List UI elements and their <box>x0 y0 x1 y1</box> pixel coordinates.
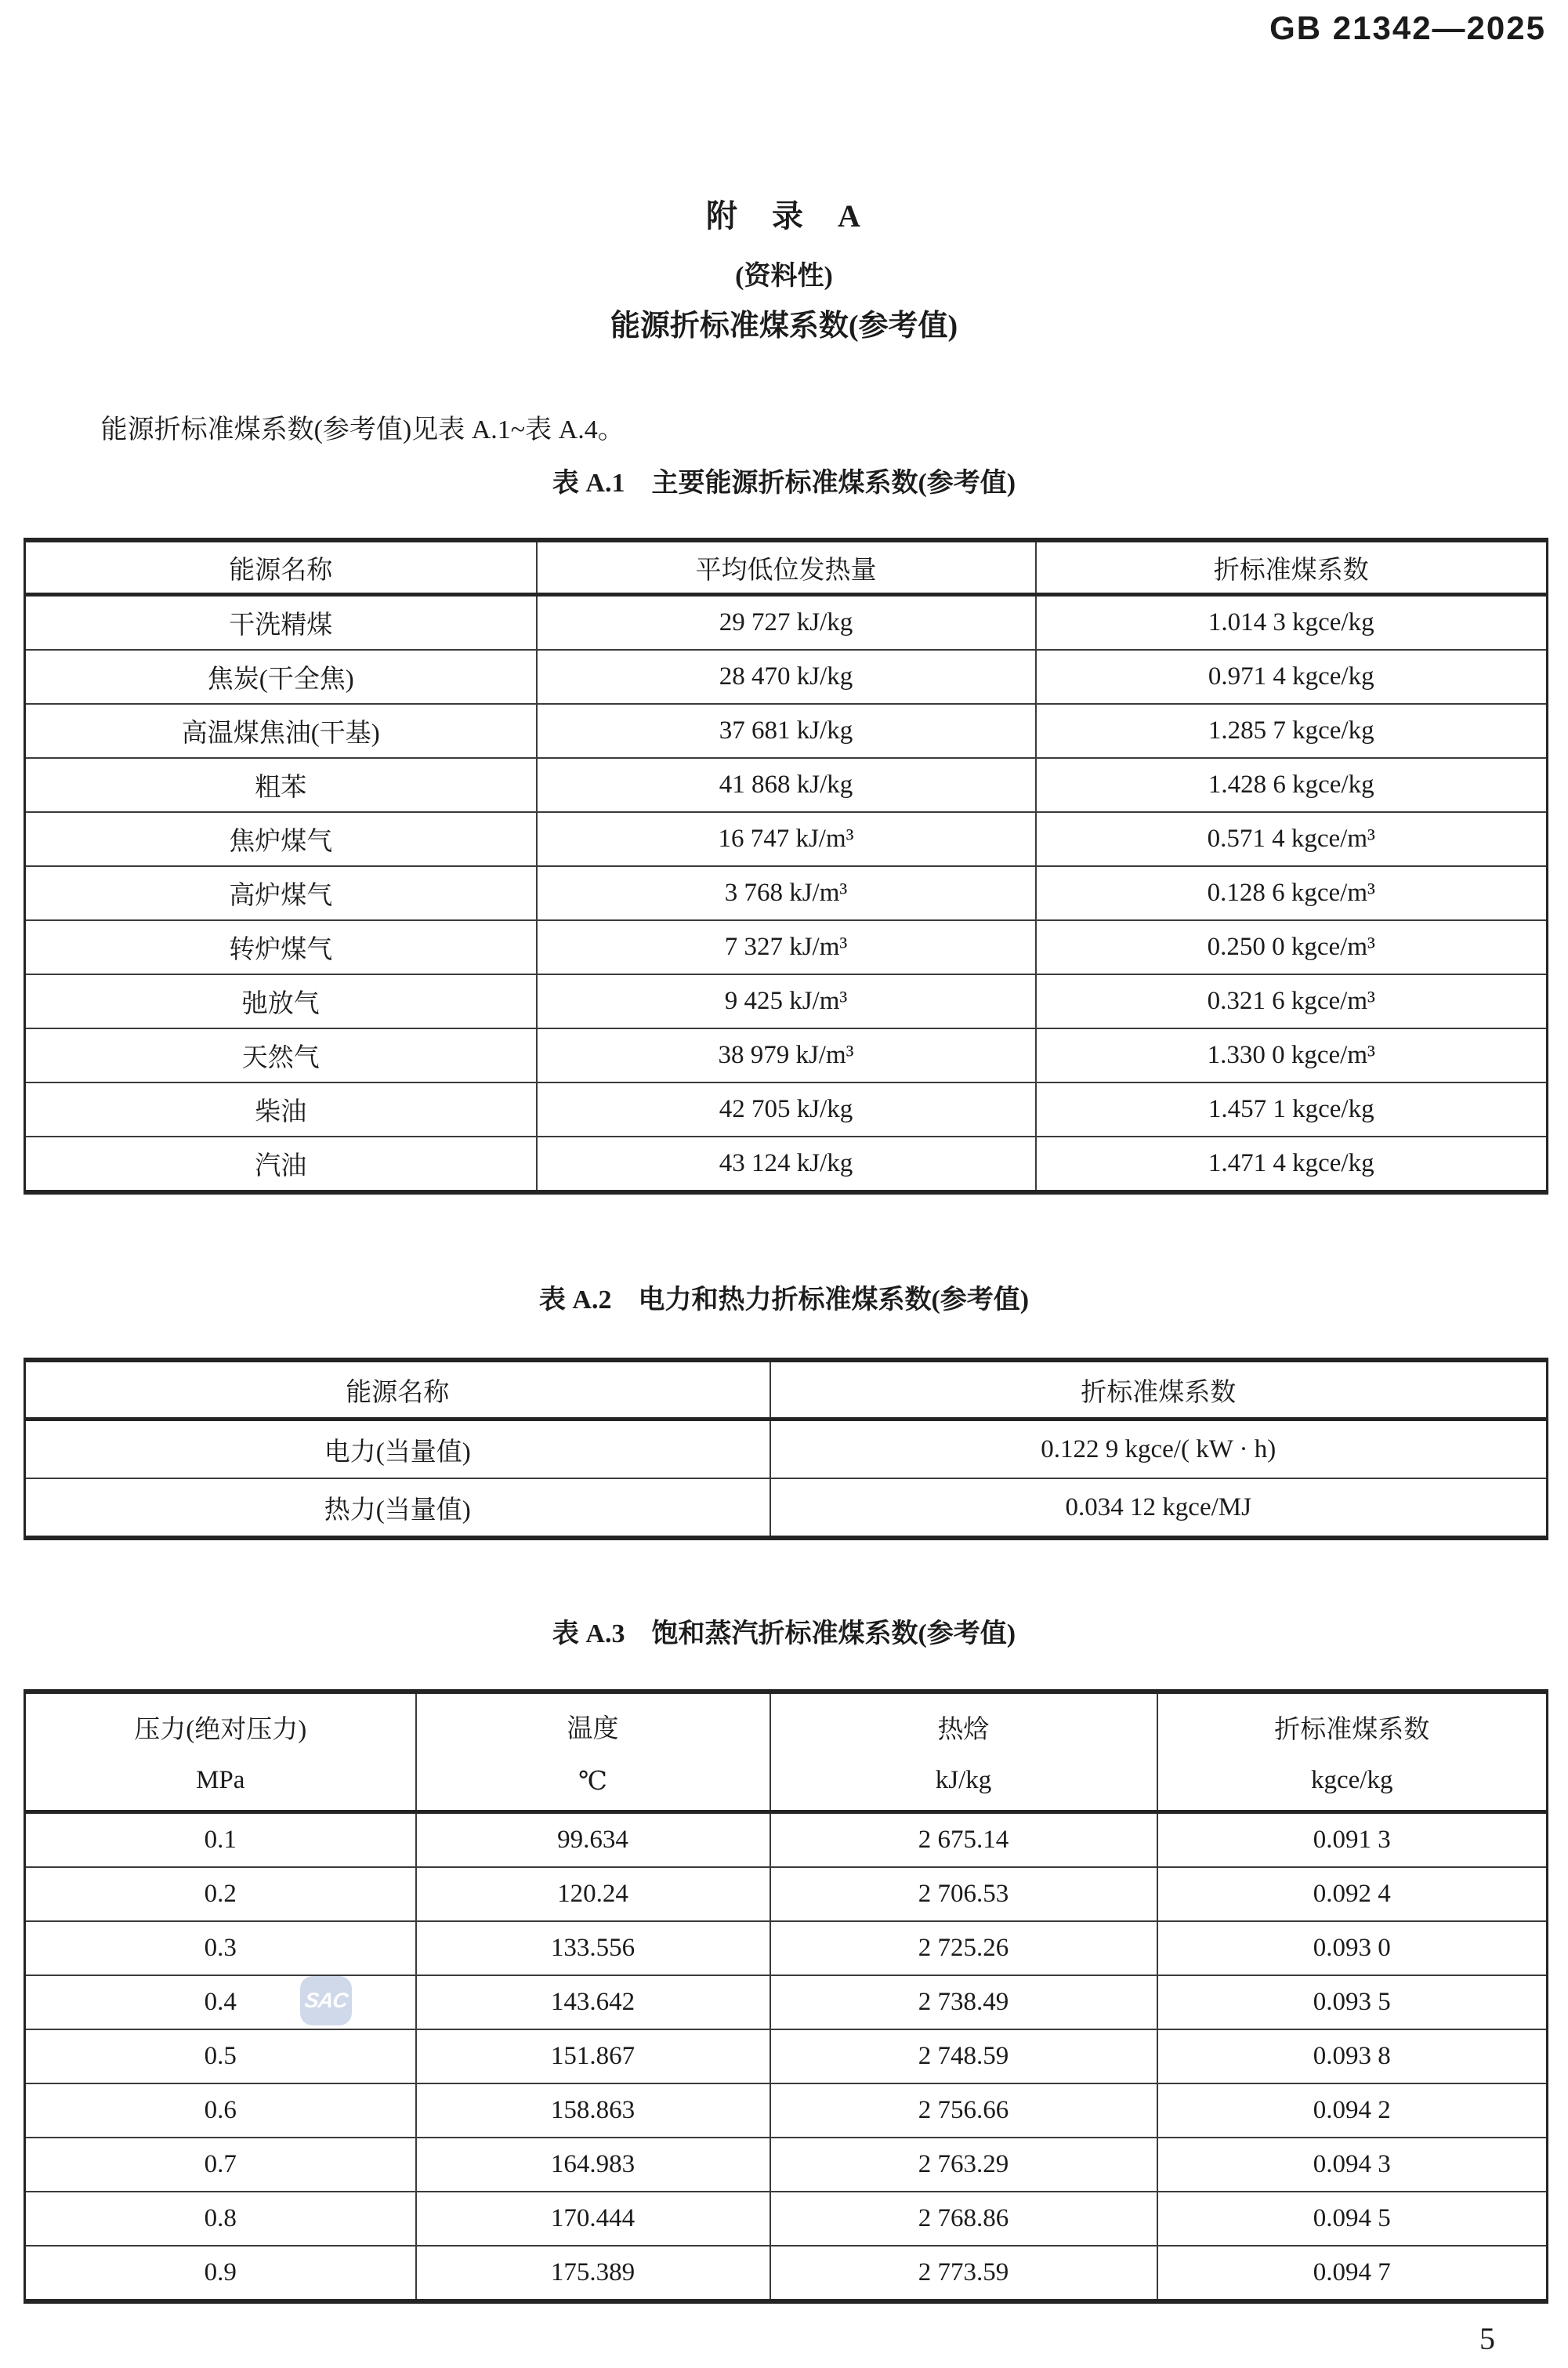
table-cell: 0.2 <box>25 1867 416 1921</box>
standard-code: GB 21342—2025 <box>1269 9 1546 46</box>
table-cell: 2 756.66 <box>770 2083 1157 2138</box>
table-row <box>25 2192 1548 2246</box>
table-cell: 0.093 5 <box>1157 1975 1548 2029</box>
table-row <box>25 2138 1548 2192</box>
table-cell: 0.8 <box>25 2192 416 2246</box>
table-cell: 汽油 <box>25 1137 537 1192</box>
header-temperature-label: 温度 <box>567 1714 619 1743</box>
table-cell: 天然气 <box>25 1028 537 1082</box>
table-cell: 0.9 <box>25 2246 416 2301</box>
table-a3-caption: 表 A.3 饱和蒸汽折标准煤系数(参考值) <box>552 1619 1016 1648</box>
table-cell: 0.5 <box>25 2029 416 2083</box>
table-header-row <box>25 1692 1548 1812</box>
table-cell: 38 979 kJ/m³ <box>537 1028 1036 1082</box>
table-cell: 0.250 0 kgce/m³ <box>1036 920 1548 974</box>
table-cell: 高温煤焦油(干基) <box>25 704 537 758</box>
header-pressure <box>25 1692 416 1812</box>
header-coal-coefficient: 折标准煤系数 <box>770 1360 1548 1420</box>
table-cell: 2 706.53 <box>770 1867 1157 1921</box>
table-cell: 42 705 kJ/kg <box>537 1082 1036 1137</box>
table-cell: 143.642 <box>416 1975 770 2029</box>
table-cell: 28 470 kJ/kg <box>537 650 1036 704</box>
table-cell: 柴油 <box>25 1082 537 1137</box>
table-cell: 电力(当量值) <box>25 1420 770 1479</box>
page-number: 5 <box>1479 2321 1495 2356</box>
table-cell: 0.092 4 <box>1157 1867 1548 1921</box>
table-cell: 1.330 0 kgce/m³ <box>1036 1028 1548 1082</box>
table-cell: 120.24 <box>416 1867 770 1921</box>
table-cell: 0.094 2 <box>1157 2083 1548 2138</box>
table-cell: 2 763.29 <box>770 2138 1157 2192</box>
table-cell: 2 768.86 <box>770 2192 1157 2246</box>
table-cell: 焦炭(干全焦) <box>25 650 537 704</box>
table-cell: 170.444 <box>416 2192 770 2246</box>
header-coefficient-unit: kgce/kg <box>1311 1766 1393 1794</box>
header-energy-name: 能源名称 <box>25 1360 770 1420</box>
table-row <box>25 812 1548 866</box>
table-cell: 2 773.59 <box>770 2246 1157 2301</box>
table-cell: 1.457 1 kgce/kg <box>1036 1082 1548 1137</box>
table-cell: 高炉煤气 <box>25 866 537 920</box>
table-cell: 2 675.14 <box>770 1812 1157 1868</box>
table-row <box>25 704 1548 758</box>
table-row <box>25 1137 1548 1192</box>
table-cell: 0.321 6 kgce/m³ <box>1036 974 1548 1028</box>
header-enthalpy-label: 热焓 <box>937 1716 990 1744</box>
table-row <box>25 1867 1548 1921</box>
table-cell: 99.634 <box>416 1812 770 1868</box>
intro-paragraph: 能源折标准煤系数(参考值)见表 A.1~表 A.4。 <box>100 415 625 444</box>
table-cell: 2 748.59 <box>770 2029 1157 2083</box>
header-avg-lower-heating-value: 平均低位发热量 <box>537 540 1036 595</box>
table-row <box>25 974 1548 1028</box>
table-row <box>25 1082 1548 1137</box>
table-row <box>25 1812 1548 1868</box>
sac-watermark-text: SAC <box>302 1989 349 2012</box>
header-pressure-unit: MPa <box>196 1766 245 1794</box>
header-temperature <box>416 1692 770 1812</box>
table-a1-caption: 表 A.1 主要能源折标准煤系数(参考值) <box>552 469 1016 498</box>
table-header-row <box>25 1360 1548 1420</box>
table-a1 <box>24 538 1548 1195</box>
table-cell: 0.094 7 <box>1157 2246 1548 2301</box>
table-cell: 1.285 7 kgce/kg <box>1036 704 1548 758</box>
table-cell: 175.389 <box>416 2246 770 2301</box>
table-cell: 0.093 8 <box>1157 2029 1548 2083</box>
appendix-heading: 能源折标准煤系数(参考值) <box>610 310 958 343</box>
table-cell: 弛放气 <box>25 974 537 1028</box>
header-temperature-unit: ℃ <box>578 1767 607 1796</box>
table-a1-body <box>25 595 1548 1193</box>
table-cell: 43 124 kJ/kg <box>537 1137 1036 1192</box>
table-cell: 0.571 4 kgce/m³ <box>1036 812 1548 866</box>
table-a2 <box>24 1358 1548 1540</box>
header-enthalpy <box>770 1692 1157 1812</box>
table-header-row <box>25 540 1548 595</box>
table-cell: 41 868 kJ/kg <box>537 758 1036 812</box>
table-a3-body <box>25 1812 1548 2302</box>
table-row <box>25 2083 1548 2138</box>
table-cell: 133.556 <box>416 1921 770 1975</box>
table-row <box>25 2246 1548 2301</box>
table-row <box>25 866 1548 920</box>
table-row <box>25 595 1548 651</box>
table-row <box>25 758 1548 812</box>
table-cell: 9 425 kJ/m³ <box>537 974 1036 1028</box>
appendix-subtitle-informative: (资料性) <box>735 262 833 291</box>
table-cell: 7 327 kJ/m³ <box>537 920 1036 974</box>
header-enthalpy-unit: kJ/kg <box>935 1766 992 1794</box>
table-row <box>25 1478 1548 1538</box>
table-cell: 29 727 kJ/kg <box>537 595 1036 651</box>
header-coal-coefficient <box>1157 1692 1548 1812</box>
table-cell: 1.471 4 kgce/kg <box>1036 1137 1548 1192</box>
table-cell: 0.094 3 <box>1157 2138 1548 2192</box>
table-row <box>25 1028 1548 1082</box>
header-coal-coefficient: 折标准煤系数 <box>1036 540 1548 595</box>
table-cell: 热力(当量值) <box>25 1478 770 1538</box>
header-energy-name: 能源名称 <box>25 540 537 595</box>
table-row <box>25 920 1548 974</box>
table-cell: 转炉煤气 <box>25 920 537 974</box>
table-cell: 0.6 <box>25 2083 416 2138</box>
table-cell: 2 725.26 <box>770 1921 1157 1975</box>
table-cell: 0.034 12 kgce/MJ <box>770 1478 1548 1538</box>
table-cell: 0.971 4 kgce/kg <box>1036 650 1548 704</box>
table-cell: 0.122 9 kgce/( kW · h) <box>770 1420 1548 1479</box>
sac-watermark-logo <box>300 1976 352 2025</box>
table-a2-caption: 表 A.2 电力和热力折标准煤系数(参考值) <box>538 1286 1030 1315</box>
header-pressure-label: 压力(绝对压力) <box>134 1716 307 1744</box>
table-row <box>25 1975 1548 2029</box>
table-cell: 164.983 <box>416 2138 770 2192</box>
table-row <box>25 1921 1548 1975</box>
table-cell: 0.4 <box>25 1975 416 2029</box>
table-row <box>25 2029 1548 2083</box>
table-cell: 0.128 6 kgce/m³ <box>1036 866 1548 920</box>
table-cell: 3 768 kJ/m³ <box>537 866 1036 920</box>
table-cell: 0.094 5 <box>1157 2192 1548 2246</box>
table-cell: 2 738.49 <box>770 1975 1157 2029</box>
table-cell: 0.3 <box>25 1921 416 1975</box>
table-cell: 1.428 6 kgce/kg <box>1036 758 1548 812</box>
table-row <box>25 1420 1548 1479</box>
table-cell: 151.867 <box>416 2029 770 2083</box>
table-cell: 粗苯 <box>25 758 537 812</box>
appendix-title: 附 录 A <box>706 198 862 234</box>
table-cell: 0.093 0 <box>1157 1921 1548 1975</box>
table-cell: 37 681 kJ/kg <box>537 704 1036 758</box>
table-row <box>25 650 1548 704</box>
table-cell: 0.1 <box>25 1812 416 1868</box>
table-cell: 干洗精煤 <box>25 595 537 651</box>
header-coefficient-label: 折标准煤系数 <box>1274 1716 1430 1744</box>
table-cell: 1.014 3 kgce/kg <box>1036 595 1548 651</box>
table-a3 <box>24 1689 1548 2304</box>
table-a2-body <box>25 1420 1548 1539</box>
table-cell: 158.863 <box>416 2083 770 2138</box>
table-cell: 焦炉煤气 <box>25 812 537 866</box>
table-cell: 16 747 kJ/m³ <box>537 812 1036 866</box>
table-cell: 0.7 <box>25 2138 416 2192</box>
table-cell: 0.091 3 <box>1157 1812 1548 1868</box>
